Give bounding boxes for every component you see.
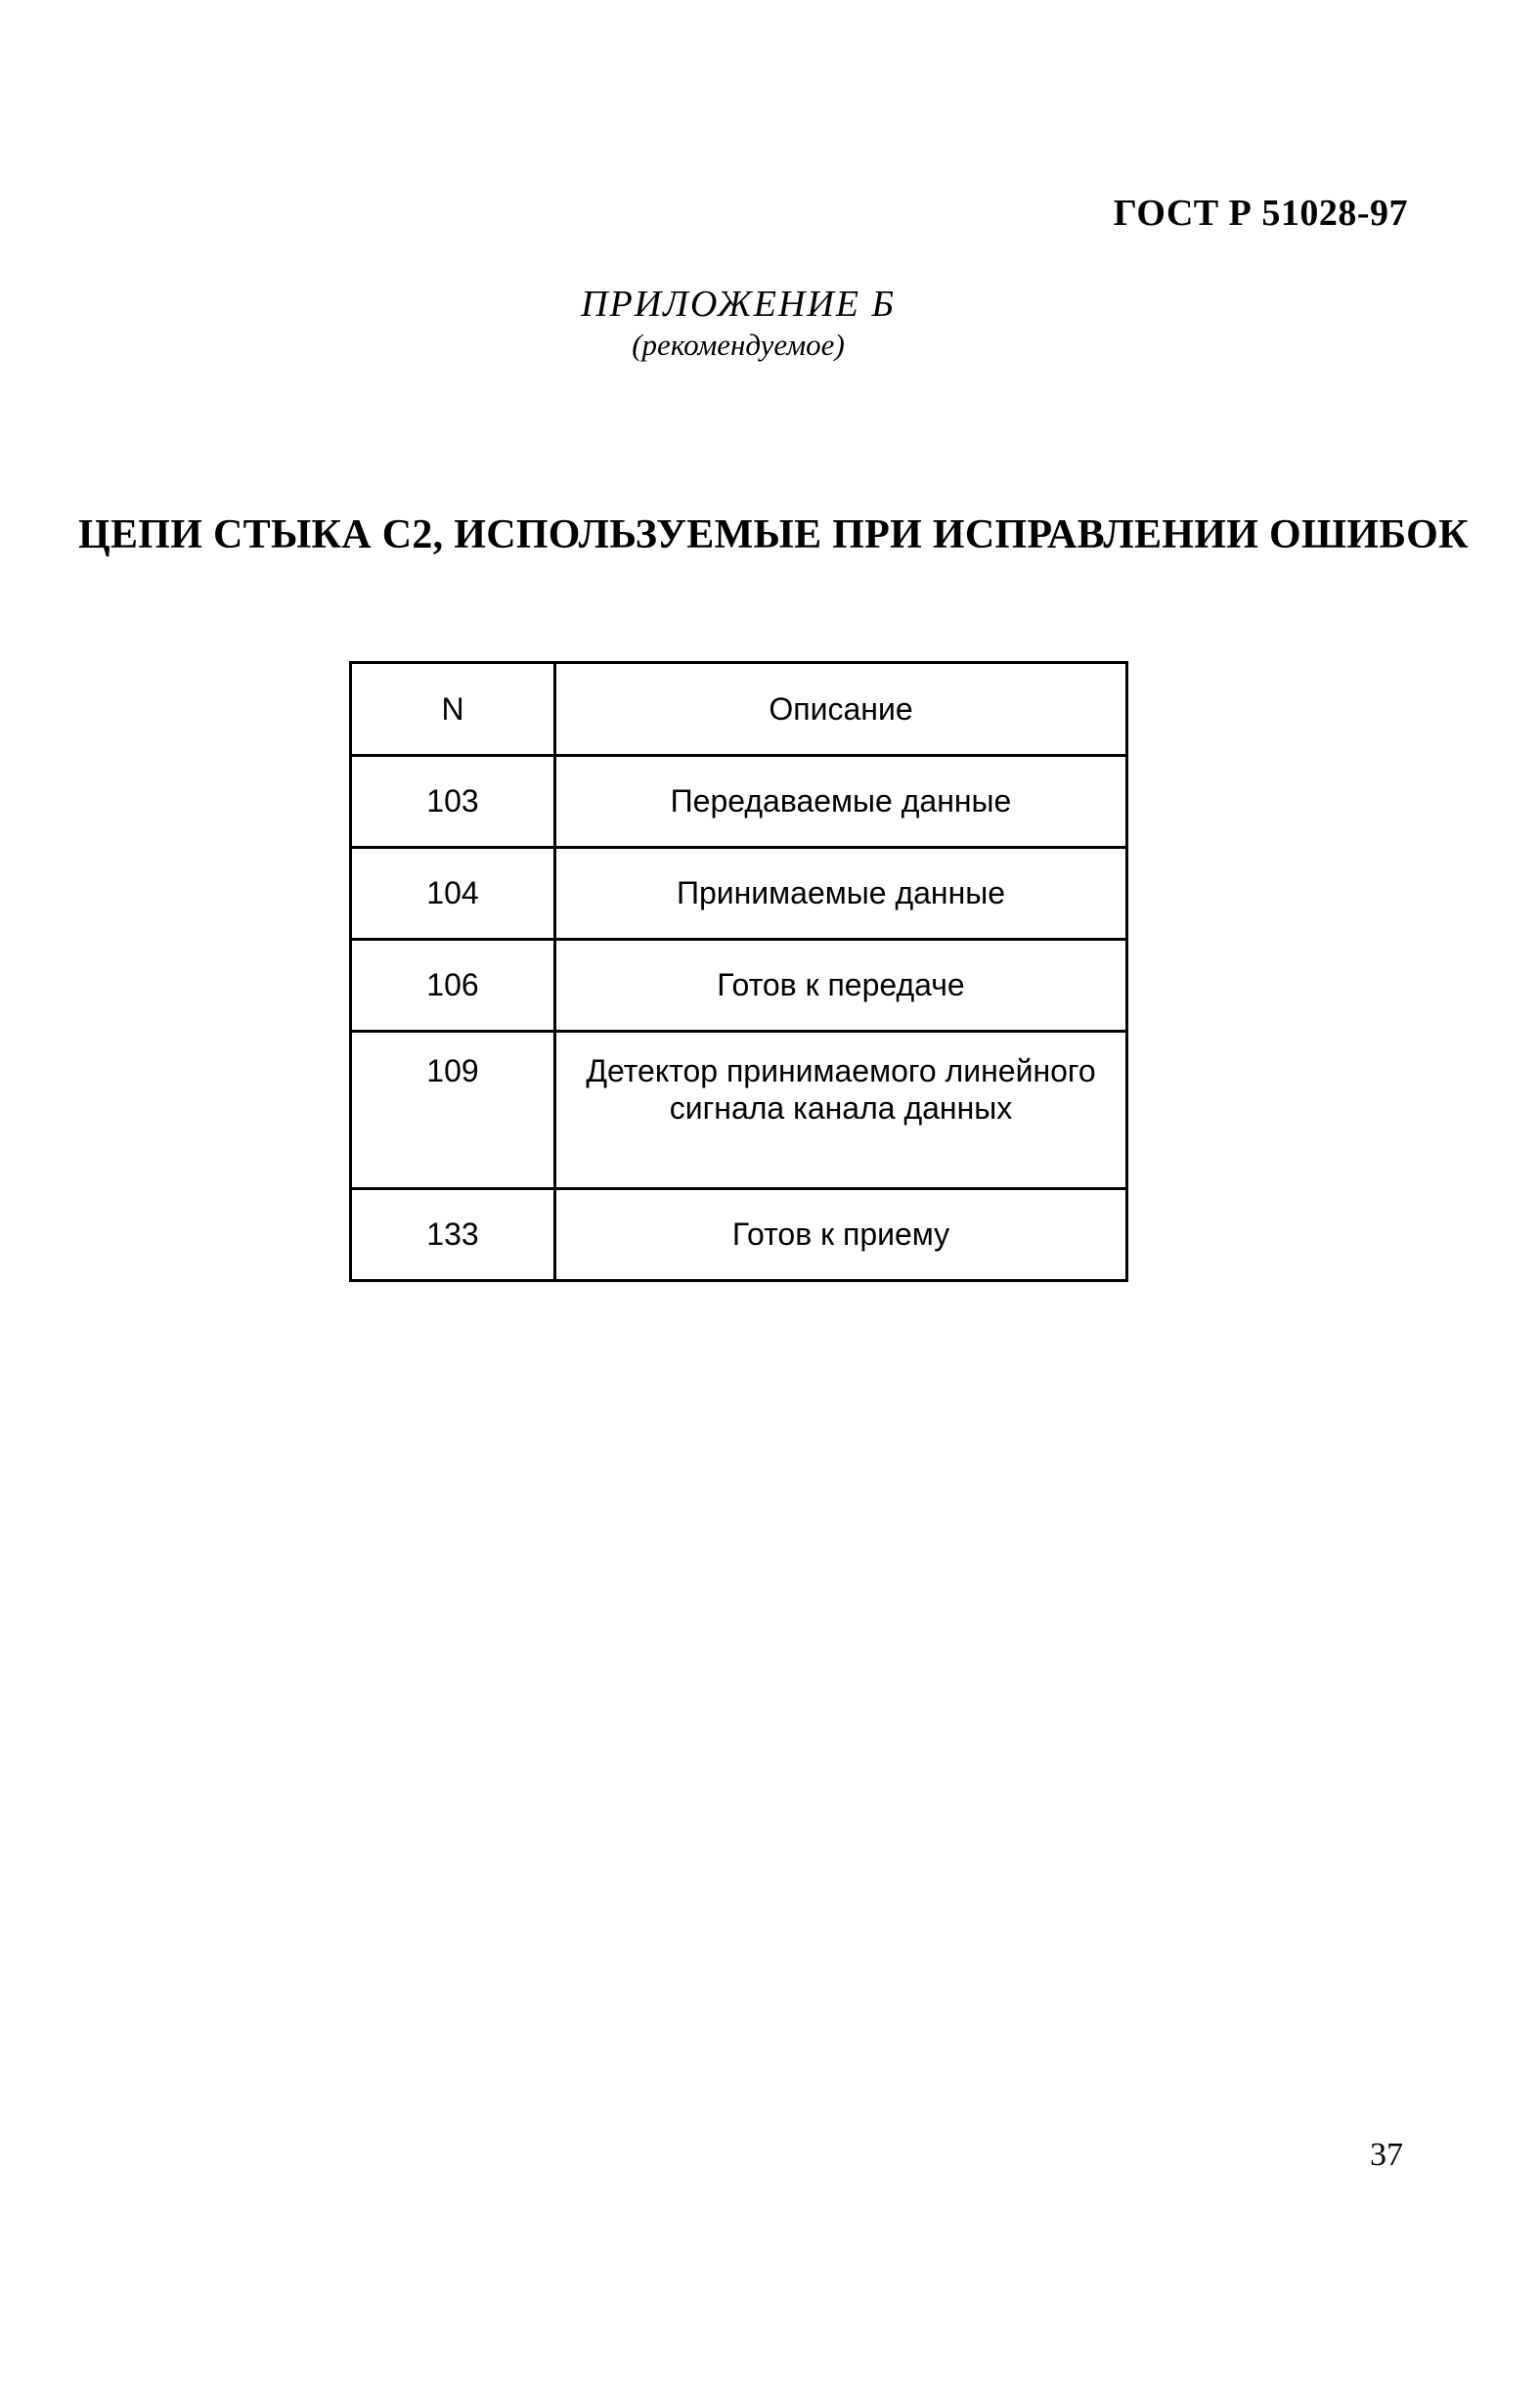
description-line: Принимаемые данные bbox=[676, 875, 1006, 910]
table-row bbox=[351, 1189, 1127, 1281]
page-title: ЦЕПИ СТЫКА С2, ИСПОЛЬЗУЕМЫЕ ПРИ ИСПРАВЛЕНИИ ОШИБОК bbox=[78, 512, 1469, 557]
table-row bbox=[351, 848, 1127, 940]
appendix-title: ПРИЛОЖЕНИЕ Б bbox=[581, 284, 896, 325]
circuit-number: 106 bbox=[351, 940, 555, 1032]
description-line: Готов к передаче bbox=[717, 967, 965, 1002]
description-line: Детектор принимаемого линейного bbox=[586, 1053, 1096, 1088]
page-number: 37 bbox=[1370, 2137, 1403, 2173]
circuit-number: 133 bbox=[351, 1189, 555, 1281]
appendix-status: (рекомендуемое) bbox=[632, 328, 845, 362]
document-code: ГОСТ Р 51028-97 bbox=[1113, 193, 1408, 234]
circuit-number: 103 bbox=[351, 756, 555, 848]
description-line: сигнала канала данных bbox=[669, 1090, 1013, 1126]
circuit-number: 104 bbox=[351, 848, 555, 940]
circuit-description bbox=[555, 1032, 1127, 1189]
circuit-description bbox=[555, 848, 1127, 940]
table-header-row bbox=[351, 663, 1127, 756]
circuit-number: 109 bbox=[351, 1032, 555, 1189]
column-header-n: N bbox=[351, 663, 555, 756]
table-row bbox=[351, 940, 1127, 1032]
description-line: Готов к приему bbox=[731, 1217, 950, 1252]
circuit-description bbox=[555, 756, 1127, 848]
appendix-heading bbox=[543, 282, 934, 364]
circuit-description bbox=[555, 1189, 1127, 1281]
description-line: Передаваемые данные bbox=[670, 783, 1012, 819]
table-row bbox=[351, 756, 1127, 848]
circuit-description bbox=[555, 940, 1127, 1032]
circuits-table bbox=[349, 661, 1128, 1282]
table-row bbox=[351, 1032, 1127, 1189]
column-header-description: Описание bbox=[555, 663, 1127, 756]
